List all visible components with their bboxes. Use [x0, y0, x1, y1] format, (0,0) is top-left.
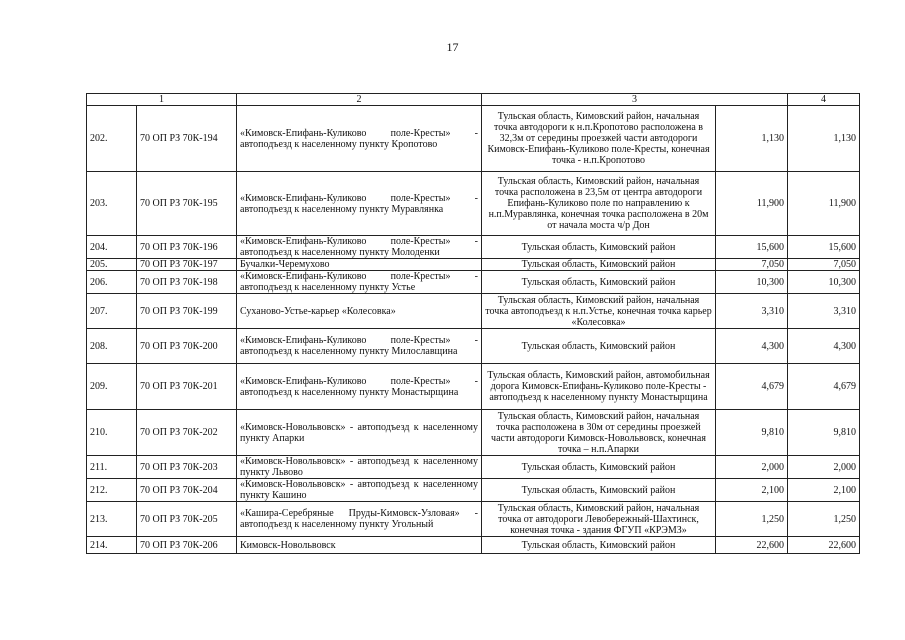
road-location: Тульская область, Кимовский район, начальная точка автоподъезд к н.п.Устье, конечная точка карьер «Колесовка»	[482, 294, 716, 329]
road-length: 11,900	[716, 172, 788, 236]
row-number: 202.	[87, 106, 137, 172]
row-number: 212.	[87, 479, 137, 502]
road-location: Тульская область, Кимовский район, автомобильная дорога Кимовск-Епифань-Куликово поле-Кресты - автоподъезд к населенному пункту Монастырщина	[482, 364, 716, 410]
table-body	[87, 106, 860, 554]
road-length-total: 9,810	[788, 410, 860, 456]
page-number: 17	[446, 40, 459, 54]
road-location: Тульская область, Кимовский район	[482, 537, 716, 554]
road-code: 70 ОП РЗ 70К-203	[137, 456, 237, 479]
table-row	[87, 236, 860, 259]
road-length: 1,250	[716, 502, 788, 537]
column-header-2: 2	[237, 94, 482, 106]
road-code: 70 ОП РЗ 70К-200	[137, 329, 237, 364]
road-name: Суханово-Устье-карьер «Колесовка»	[237, 294, 482, 329]
road-name: «Кашира-Серебряные Пруды-Кимовск-Узловая» - автоподъезд к населенному пункту Угольный	[237, 502, 482, 537]
row-number: 211.	[87, 456, 137, 479]
road-length-total: 10,300	[788, 271, 860, 294]
row-number: 203.	[87, 172, 137, 236]
road-length: 2,100	[716, 479, 788, 502]
road-name: Бучалки-Черемухово	[237, 259, 482, 271]
road-name: «Кимовск-Новольвовск» - автоподъезд к населенному пункту Львово	[237, 456, 482, 479]
road-length: 2,000	[716, 456, 788, 479]
road-code: 70 ОП РЗ 70К-202	[137, 410, 237, 456]
road-location: Тульская область, Кимовский район	[482, 456, 716, 479]
road-length-total: 2,100	[788, 479, 860, 502]
header-row	[87, 94, 860, 106]
row-number: 207.	[87, 294, 137, 329]
road-code: 70 ОП РЗ 70К-197	[137, 259, 237, 271]
table-row	[87, 364, 860, 410]
road-length: 15,600	[716, 236, 788, 259]
road-code: 70 ОП РЗ 70К-195	[137, 172, 237, 236]
road-name: «Кимовск-Новольвовск» - автоподъезд к населенному пункту Апарки	[237, 410, 482, 456]
table-row	[87, 502, 860, 537]
road-location: Тульская область, Кимовский район	[482, 329, 716, 364]
road-name: «Кимовск-Епифань-Куликово поле-Кресты» - автоподъезд к населенному пункту Монастырщина	[237, 364, 482, 410]
road-location: Тульская область, Кимовский район, начальная точка расположена в 23,5м от центра автодороги Епифань-Куликово поле по направлению к н.п.Муравлянка, конечная точка расположена в 20м от начала моста ч/р Дон	[482, 172, 716, 236]
road-location: Тульская область, Кимовский район, начальная точка от автодороги Левобережный-Шахтинск, конечная точка - здания ФГУП «КРЭМЗ»	[482, 502, 716, 537]
row-number: 210.	[87, 410, 137, 456]
road-code: 70 ОП РЗ 70К-204	[137, 479, 237, 502]
table-row	[87, 271, 860, 294]
road-location: Тульская область, Кимовский район	[482, 271, 716, 294]
road-name: «Кимовск-Новольвовск» - автоподъезд к населенному пункту Кашино	[237, 479, 482, 502]
row-number: 205.	[87, 259, 137, 271]
road-length: 4,679	[716, 364, 788, 410]
road-name: Кимовск-Новольвовск	[237, 537, 482, 554]
table-row	[87, 479, 860, 502]
road-name: «Кимовск-Епифань-Куликово поле-Кресты» - автоподъезд к населенному пункту Молоденки	[237, 236, 482, 259]
column-header-1: 1	[87, 94, 237, 106]
road-length-total: 7,050	[788, 259, 860, 271]
road-length-total: 11,900	[788, 172, 860, 236]
road-name: «Кимовск-Епифань-Куликово поле-Кресты» - автоподъезд к населенному пункту Кропотово	[237, 106, 482, 172]
column-header-4: 4	[788, 94, 860, 106]
road-length-total: 22,600	[788, 537, 860, 554]
road-length-total: 1,250	[788, 502, 860, 537]
road-code: 70 ОП РЗ 70К-199	[137, 294, 237, 329]
table-row	[87, 329, 860, 364]
row-number: 206.	[87, 271, 137, 294]
table-row	[87, 537, 860, 554]
table-row	[87, 172, 860, 236]
row-number: 208.	[87, 329, 137, 364]
road-length: 10,300	[716, 271, 788, 294]
road-location: Тульская область, Кимовский район	[482, 259, 716, 271]
road-length-total: 15,600	[788, 236, 860, 259]
road-name: «Кимовск-Епифань-Куликово поле-Кресты» - автоподъезд к населенному пункту Милославщина	[237, 329, 482, 364]
road-code: 70 ОП РЗ 70К-205	[137, 502, 237, 537]
road-length: 22,600	[716, 537, 788, 554]
road-name: «Кимовск-Епифань-Куликово поле-Кресты» - автоподъезд к населенному пункту Муравлянка	[237, 172, 482, 236]
road-length: 3,310	[716, 294, 788, 329]
road-length: 1,130	[716, 106, 788, 172]
table-row	[87, 294, 860, 329]
road-length-total: 1,130	[788, 106, 860, 172]
road-code: 70 ОП РЗ 70К-201	[137, 364, 237, 410]
roads-registry-table	[86, 93, 860, 554]
table-row	[87, 456, 860, 479]
road-length: 4,300	[716, 329, 788, 364]
road-length: 7,050	[716, 259, 788, 271]
road-code: 70 ОП РЗ 70К-206	[137, 537, 237, 554]
row-number: 214.	[87, 537, 137, 554]
road-location: Тульская область, Кимовский район	[482, 479, 716, 502]
row-number: 209.	[87, 364, 137, 410]
road-code: 70 ОП РЗ 70К-196	[137, 236, 237, 259]
road-length-total: 4,300	[788, 329, 860, 364]
road-length: 9,810	[716, 410, 788, 456]
road-location: Тульская область, Кимовский район	[482, 236, 716, 259]
road-length-total: 4,679	[788, 364, 860, 410]
row-number: 213.	[87, 502, 137, 537]
road-length-total: 2,000	[788, 456, 860, 479]
table-row	[87, 106, 860, 172]
row-number: 204.	[87, 236, 137, 259]
column-header-3: 3	[482, 94, 788, 106]
table-row	[87, 259, 860, 271]
road-length-total: 3,310	[788, 294, 860, 329]
road-code: 70 ОП РЗ 70К-194	[137, 106, 237, 172]
road-code: 70 ОП РЗ 70К-198	[137, 271, 237, 294]
road-location: Тульская область, Кимовский район, начальная точка расположена в 30м от середины проезжей части автодороги Кимовск-Новольвовск, конечная точка – н.п.Апарки	[482, 410, 716, 456]
road-name: «Кимовск-Епифань-Куликово поле-Кресты» - автоподъезд к населенному пункту Устье	[237, 271, 482, 294]
road-location: Тульская область, Кимовский район, начальная точка автодороги к н.п.Кропотово расположена в 32,3м от середины проезжей части автодороги Кимовск-Епифань-Куликово поле-Кресты, конечная точка - н.п.Кропотово	[482, 106, 716, 172]
table-row	[87, 410, 860, 456]
